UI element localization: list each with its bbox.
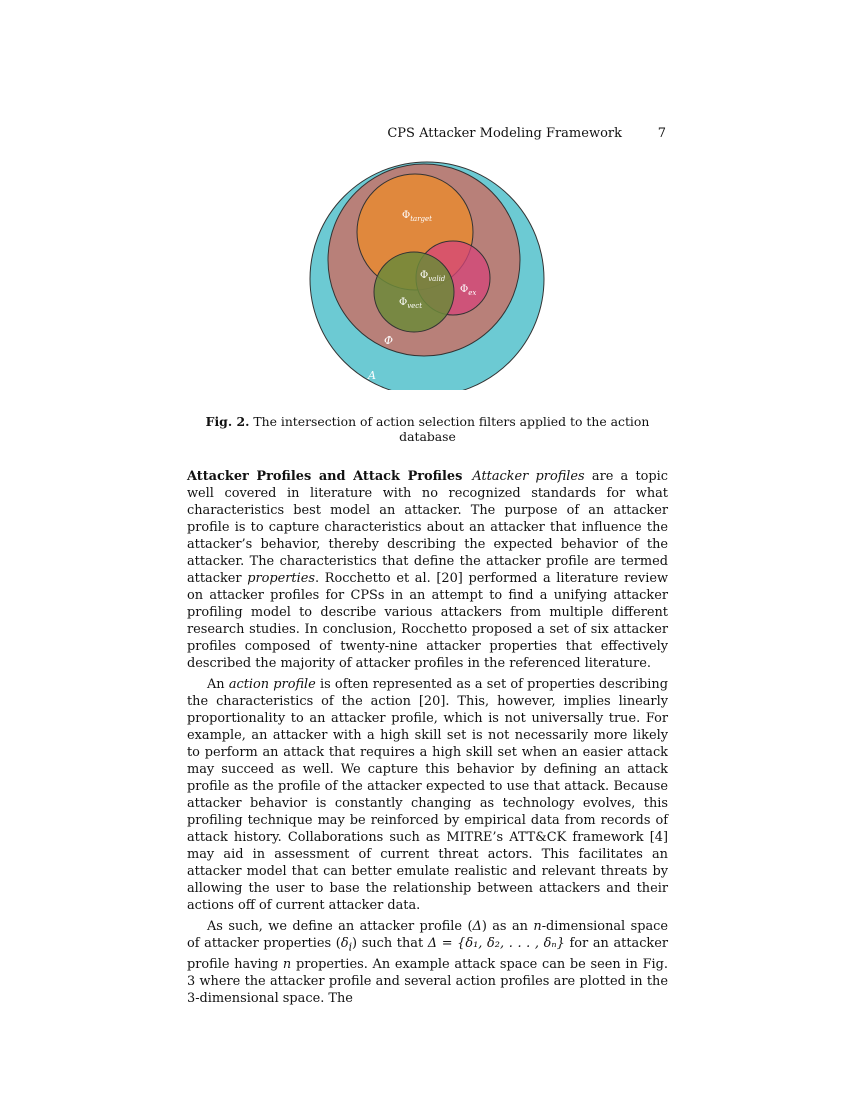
running-title: CPS Attacker Modeling Framework xyxy=(387,126,622,141)
label-phi-vect: $\Phi_{vect}$ xyxy=(399,297,423,310)
label-outer: A xyxy=(368,369,376,382)
paragraph-1: Attacker Profiles and Attack Profiles Attacker profiles are a topic well covered in literature with no recognized standards for what characteristics best model an attacker. The purpose of an attacker profile is to capture characteristics about an attacker that influence the attacker’s behavior, thereby describing the expected behavior of the attacker. The characteristics that define the attacker profile are termed attacker properties. Rocchetto et al. [20] performed a literature review on attacker profiles for CPSs in an attempt to find a unifying attacker profiling model to describe various attackers from multiple different research studies. In conclusion, Rocchetto proposed a set of six attacker profiles composed of twenty-nine attacker properties that effectively described the majority of attacker profiles in the referenced literature. xyxy=(187,469,668,671)
phi-vect-circle xyxy=(374,252,454,332)
paragraph-2: An action profile is often represented as a set of properties describing the characteristics of the action [20]. This, however, implies linearly proportionality to an attacker profile, which is not universally true. For example, an attacker with a high skill set is not necessarily more likely to perform an attack that requires a high skill set when an easier attack may succeed as well. We capture this behavior by defining an attack profile as the profile of the attacker expected to use that attack. Because attacker behavior is constantly changing as technology evolves, this profiling technique may be reinforced by empirical data from records of attack history. Collaborations such as MITRE’s ATT&CK framework [4] may aid in assessment of current threat actors. This facilitates an attacker model that can better emulate realistic and relevant threats by allowing the user to base the relationship between attackers and their actions off of current attacker data. xyxy=(187,677,668,913)
label-phi-ex: $\Phi_{ex}$ xyxy=(460,284,477,297)
label-phi-valid: $\Phi_{valid}$ xyxy=(420,270,446,283)
venn-svg xyxy=(300,158,552,390)
label-phi-target: $\Phi_{target}$ xyxy=(402,210,432,223)
figure-caption xyxy=(187,414,668,444)
running-head xyxy=(187,126,668,144)
caption-text: The intersection of action selection filters applied to the action database xyxy=(253,414,650,444)
section-heading: Attacker Profiles and Attack Profiles xyxy=(187,469,463,484)
body-text xyxy=(187,468,668,1011)
caption-label: Fig. 2. xyxy=(205,414,250,429)
paragraph-3: As such, we define an attacker profile (Δ) as an n-dimensional space of attacker properties $(\delta_i)$ such that Δ = {δ₁, δ₂, . . . , δₙ} for an attacker profile having n properties. An example attack space can be seen in Fig. 3 where the attacker profile and several action profiles are plotted in the 3-dimensional space. The xyxy=(187,919,669,1006)
label-phi: Φ xyxy=(384,334,394,347)
page-number: 7 xyxy=(657,126,666,141)
venn-diagram xyxy=(300,158,552,390)
